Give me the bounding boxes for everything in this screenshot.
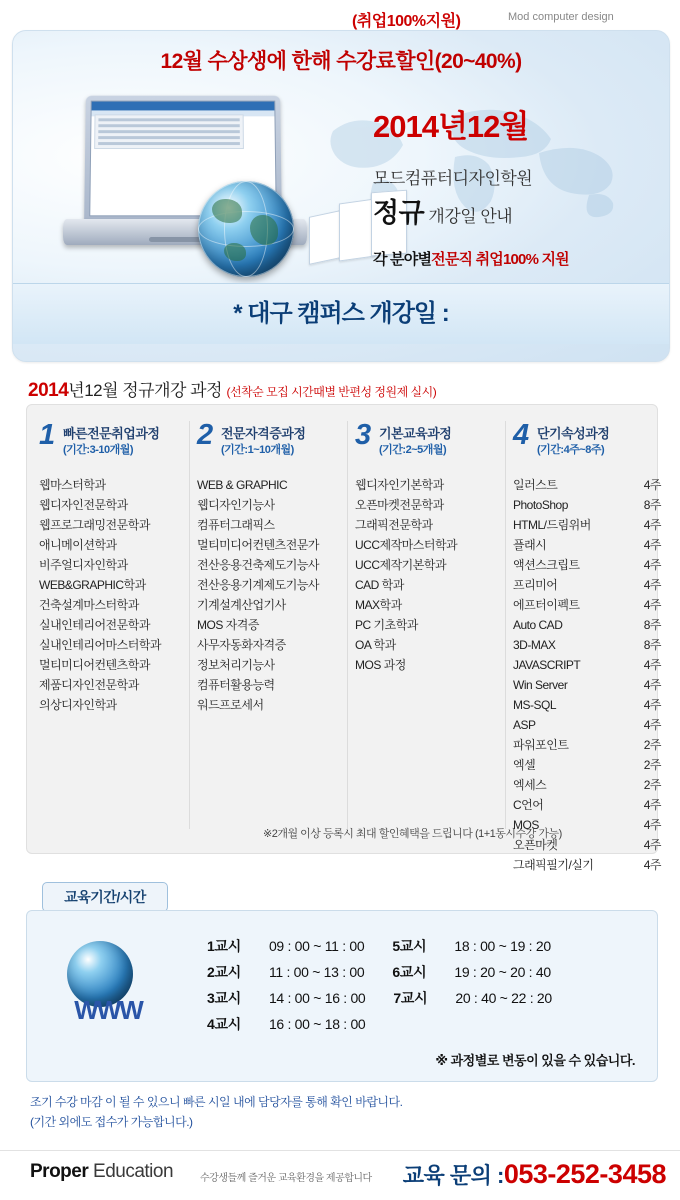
hero-right-text	[373, 101, 663, 269]
item-duration: 2주	[643, 778, 661, 792]
bottom-notes	[30, 1092, 402, 1132]
list-item: UCC제작마스터학과	[355, 538, 458, 552]
list-item	[513, 855, 661, 875]
hero-regular-suffix: 개강일 안내	[424, 207, 513, 226]
list-item: 오픈마켓전문학과	[355, 498, 444, 512]
mod-label: Mod computer design	[508, 11, 614, 23]
list-item: 웹디자인기능사	[197, 498, 275, 512]
item-label: HTML/드림위버	[513, 518, 591, 532]
brand-tagline: 수강생들께 즐거운 교육환경을 제공합니다	[200, 1173, 372, 1184]
course-column-header	[197, 421, 345, 465]
campus-label: * 대구 캠퍼스 개강일 :	[233, 300, 449, 327]
course-list	[355, 475, 503, 675]
hero-support-2: 전문직 취업100% 지원	[431, 251, 569, 268]
item-label: 액션스크립트	[513, 558, 580, 572]
period-label: 4교시	[207, 1016, 241, 1032]
column-name: 빠른전문취업과정	[63, 426, 160, 441]
item-label: ASP	[513, 718, 536, 732]
period-label: 1교시	[207, 938, 241, 954]
list-item: 실내인테리어마스터학과	[39, 638, 162, 652]
item-duration: 2주	[643, 758, 661, 772]
list-item: 멀티미디어컨텐츠학과	[39, 658, 150, 672]
period-time: 19 : 20 ~ 20 : 40	[454, 964, 551, 980]
list-item: WEB & GRAPHIC	[197, 478, 288, 492]
divider	[347, 421, 348, 829]
list-item: 비주얼디자인학과	[39, 558, 128, 572]
column-name: 단기속성과정	[537, 426, 610, 441]
item-duration: 4주	[643, 858, 661, 872]
list-item: 실내인테리어전문학과	[39, 618, 150, 632]
campus-bar	[13, 283, 669, 344]
course-column-1	[39, 421, 187, 715]
item-duration: 4주	[643, 578, 661, 592]
period-time: 11 : 00 ~ 13 : 00	[268, 964, 365, 980]
globe-icon	[198, 181, 294, 277]
divider	[189, 421, 190, 829]
period-label: 3교시	[207, 990, 241, 1006]
course-column-header	[513, 421, 661, 465]
period-time: 09 : 00 ~ 11 : 00	[268, 938, 365, 954]
item-label: 파워포인트	[513, 738, 569, 752]
list-item	[513, 475, 661, 495]
item-duration: 8주	[643, 618, 661, 632]
column-number: 4	[513, 419, 530, 451]
table-row	[207, 959, 552, 985]
section-year: 2014	[28, 380, 69, 401]
item-duration: 4주	[643, 598, 661, 612]
item-label: 엑셀	[513, 758, 536, 772]
hero-support-1: 각 분야별	[373, 251, 432, 268]
list-item: 정보처리기능사	[197, 658, 275, 672]
item-label: JAVASCRIPT	[513, 658, 581, 672]
schedule-warning: ※ 과정별로 변동이 있을 수 있습니다.	[435, 1053, 635, 1068]
hero-academy: 모드컴퓨터디자인학원	[373, 169, 533, 188]
list-item	[513, 735, 661, 755]
list-item: 워드프로세서	[197, 698, 264, 712]
list-item: 그래픽전문학과	[355, 518, 433, 532]
list-item	[513, 595, 661, 615]
item-duration: 4주	[643, 698, 661, 712]
brand-logo-b: Education	[88, 1161, 174, 1182]
hero-regular-prefix: 정규	[373, 198, 425, 228]
item-label: Win Server	[513, 678, 568, 692]
list-item	[513, 795, 661, 815]
list-item: 웹마스터학과	[39, 478, 106, 492]
hero-support-line	[373, 248, 663, 269]
item-label: 그래픽필기/실기	[513, 858, 594, 872]
list-item	[513, 675, 661, 695]
column-period: (기간:2~5개월)	[379, 444, 447, 456]
list-item	[513, 695, 661, 715]
table-row	[207, 985, 552, 1011]
contact-number[interactable]: 053-252-3458	[503, 1159, 666, 1189]
list-item: OA 학과	[355, 638, 396, 652]
list-item: MOS 자격증	[197, 618, 259, 632]
schedule-panel	[26, 910, 658, 1082]
divider	[505, 421, 506, 829]
column-name: 기본교육과정	[379, 426, 452, 441]
contact-block	[403, 1159, 666, 1190]
item-label: 일러스트	[513, 478, 558, 492]
list-item: WEB&GRAPHIC학과	[39, 578, 146, 592]
item-label: MOS	[513, 818, 539, 832]
list-item: CAD 학과	[355, 578, 404, 592]
footer	[0, 1150, 680, 1200]
hero-banner	[12, 30, 670, 362]
support-badge: (취업100%지원)	[352, 13, 461, 30]
item-label: 오픈마켓	[513, 838, 558, 852]
list-item: MOS 과정	[355, 658, 406, 672]
column-period: (기간:4주~8주)	[537, 444, 605, 456]
list-item: 컴퓨터그래픽스	[197, 518, 275, 532]
period-label: 6교시	[392, 964, 427, 980]
item-duration: 4주	[643, 518, 661, 532]
column-period: (기간:1~10개월)	[221, 444, 294, 456]
item-label: MS-SQL	[513, 698, 557, 712]
period-time: 14 : 00 ~ 16 : 00	[268, 990, 366, 1006]
period-time: 16 : 00 ~ 18 : 00	[268, 1016, 366, 1032]
course-list	[513, 475, 661, 875]
item-duration: 4주	[643, 798, 661, 812]
item-duration: 4주	[643, 478, 661, 492]
column-period: (기간:3-10개월)	[63, 444, 134, 456]
brand-logo-a: Proper	[30, 1161, 89, 1182]
list-item: UCC제작기본학과	[355, 558, 447, 572]
course-column-2	[197, 421, 345, 715]
list-item: 멀티미디어컨텐츠전문가	[197, 538, 320, 552]
item-label: 에프터이펙트	[513, 598, 580, 612]
course-column-header	[355, 421, 503, 465]
section-title-text: 년12월 정규개강 과정	[68, 381, 223, 400]
item-duration: 2주	[643, 738, 661, 752]
course-column-header	[39, 421, 187, 465]
hero-regular-line	[373, 191, 663, 230]
list-item: PC 기초학과	[355, 618, 418, 632]
list-item	[513, 495, 661, 515]
item-duration: 4주	[643, 658, 661, 672]
list-item	[513, 575, 661, 595]
column-number: 1	[39, 419, 56, 451]
top-line	[0, 8, 680, 30]
hero-headline: 12월 수상생에 한해 수강료할인(20~40%)	[160, 50, 522, 73]
item-label: Auto CAD	[513, 618, 563, 632]
item-duration: 4주	[643, 838, 661, 852]
list-item: 제품디자인전문학과	[39, 678, 139, 692]
table-row	[207, 1011, 552, 1037]
column-number: 2	[197, 419, 214, 451]
courses-footnote: ※2개월 이상 등록시 최대 할인혜택을 드립니다 (1+1동시수강 가능)	[263, 828, 562, 840]
period-label: 2교시	[207, 964, 241, 980]
course-list	[197, 475, 345, 715]
item-label: C언어	[513, 798, 544, 812]
column-name: 전문자격증과정	[221, 426, 306, 441]
www-text: WWW	[74, 995, 142, 1025]
item-duration: 4주	[643, 558, 661, 572]
item-label: 플래시	[513, 538, 547, 552]
item-duration: 4주	[643, 538, 661, 552]
list-item: 기계설계산업기사	[197, 598, 286, 612]
item-duration: 4주	[643, 718, 661, 732]
list-item	[513, 655, 661, 675]
list-item: MAX학과	[355, 598, 402, 612]
list-item: 사무자동화자격증	[197, 638, 286, 652]
item-duration: 4주	[643, 678, 661, 692]
list-item	[513, 755, 661, 775]
courses-panel	[26, 404, 661, 872]
schedule-tag: 교육기간/시간	[42, 882, 168, 912]
schedule-rows	[207, 933, 552, 1037]
item-label: PhotoShop	[513, 498, 568, 512]
list-item: 웹프로그래밍전문학과	[39, 518, 150, 532]
table-row	[207, 933, 552, 959]
list-item: 전산응용기계제도기능사	[197, 578, 320, 592]
brand-logo	[30, 1161, 173, 1183]
period-label: 7교시	[393, 990, 428, 1006]
list-item	[513, 775, 661, 795]
section-note: (선착순 모집 시간때별 반편성 정원제 실시)	[226, 385, 437, 399]
section-title	[28, 376, 658, 402]
list-item	[513, 535, 661, 555]
list-item	[513, 615, 661, 635]
period-label: 5교시	[392, 938, 427, 954]
bottom-note-2: (기간 외에도 접수가 가능합니다.)	[30, 1115, 193, 1129]
list-item: 애니메이션학과	[39, 538, 117, 552]
list-item: 웹디자인기본학과	[355, 478, 444, 492]
list-item: 컴퓨터활용능력	[197, 678, 275, 692]
list-item: 웹디자인전문학과	[39, 498, 128, 512]
list-item: 의상디자인학과	[39, 698, 117, 712]
course-column-3	[355, 421, 503, 675]
column-number: 3	[355, 419, 372, 451]
list-item	[513, 715, 661, 735]
item-label: 엑세스	[513, 778, 547, 792]
item-duration: 8주	[643, 498, 661, 512]
list-item	[513, 515, 661, 535]
list-item: 전산응용건축제도기능사	[197, 558, 320, 572]
item-duration: 4주	[643, 818, 661, 832]
period-time: 20 : 40 ~ 22 : 20	[455, 990, 552, 1006]
course-list	[39, 475, 187, 715]
contact-label: 교육 문의 :	[402, 1163, 504, 1188]
list-item	[513, 635, 661, 655]
course-column-4	[513, 421, 661, 875]
period-time: 18 : 00 ~ 19 : 20	[454, 938, 551, 954]
list-item: 건축설계마스터학과	[39, 598, 139, 612]
item-label: 3D-MAX	[513, 638, 556, 652]
hero-year-month: 2014년12월	[373, 109, 529, 144]
list-item	[513, 555, 661, 575]
bottom-note-1: 조기 수강 마감 이 될 수 있으니 빠른 시일 내에 담당자를 통해 확인 바랍니다.	[30, 1095, 403, 1109]
item-label: 프리미어	[513, 578, 558, 592]
item-duration: 8주	[643, 638, 661, 652]
